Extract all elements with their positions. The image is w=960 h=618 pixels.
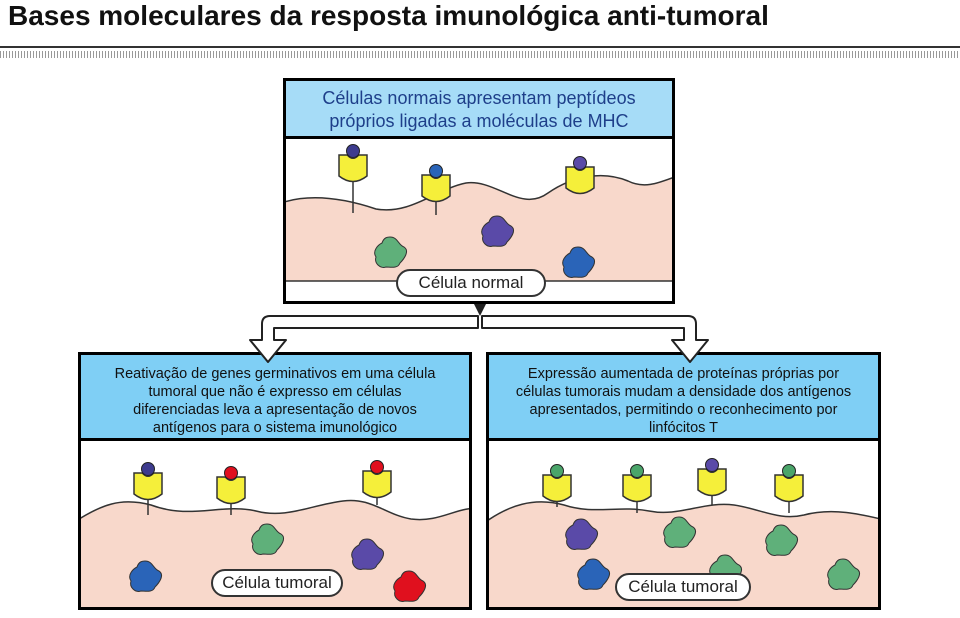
mhc-receptor <box>363 461 391 506</box>
mhc-receptor <box>775 465 803 514</box>
reactivation-panel <box>78 352 472 610</box>
mhc-receptor <box>566 157 594 194</box>
tumor-cell-label: Célula tumoral <box>211 569 343 597</box>
mhc-receptor <box>217 467 245 516</box>
overexpression-panel <box>486 352 881 610</box>
mhc-receptor <box>543 465 571 508</box>
normal-cell-panel <box>283 78 675 304</box>
reactivation-panel-header: Reativação de genes germinativos em uma célula tumoral que não é expresso em células diferenciadas leva a apresentação de novos antígenos para o sistema imunológico <box>81 355 469 441</box>
tumor-cell-label: Célula tumoral <box>615 573 751 601</box>
cell-membrane <box>286 173 675 281</box>
page-title: Bases moleculares da resposta imunológica anti-tumoral <box>8 0 769 31</box>
normal-cell-label: Célula normal <box>396 269 546 297</box>
normal-panel-header: Células normais apresentam peptídeos próprios ligadas a moléculas de MHC <box>286 81 672 139</box>
title-underline <box>0 46 960 58</box>
overexpression-panel-header: Expressão aumentada de proteínas próprias por células tumorais mudam a densidade dos antígenos apresentados, permitindo o reconhecimento por linfócitos T <box>489 355 878 441</box>
branch-stem <box>474 304 486 316</box>
mhc-receptor <box>623 465 651 514</box>
mhc-receptor <box>698 459 726 506</box>
